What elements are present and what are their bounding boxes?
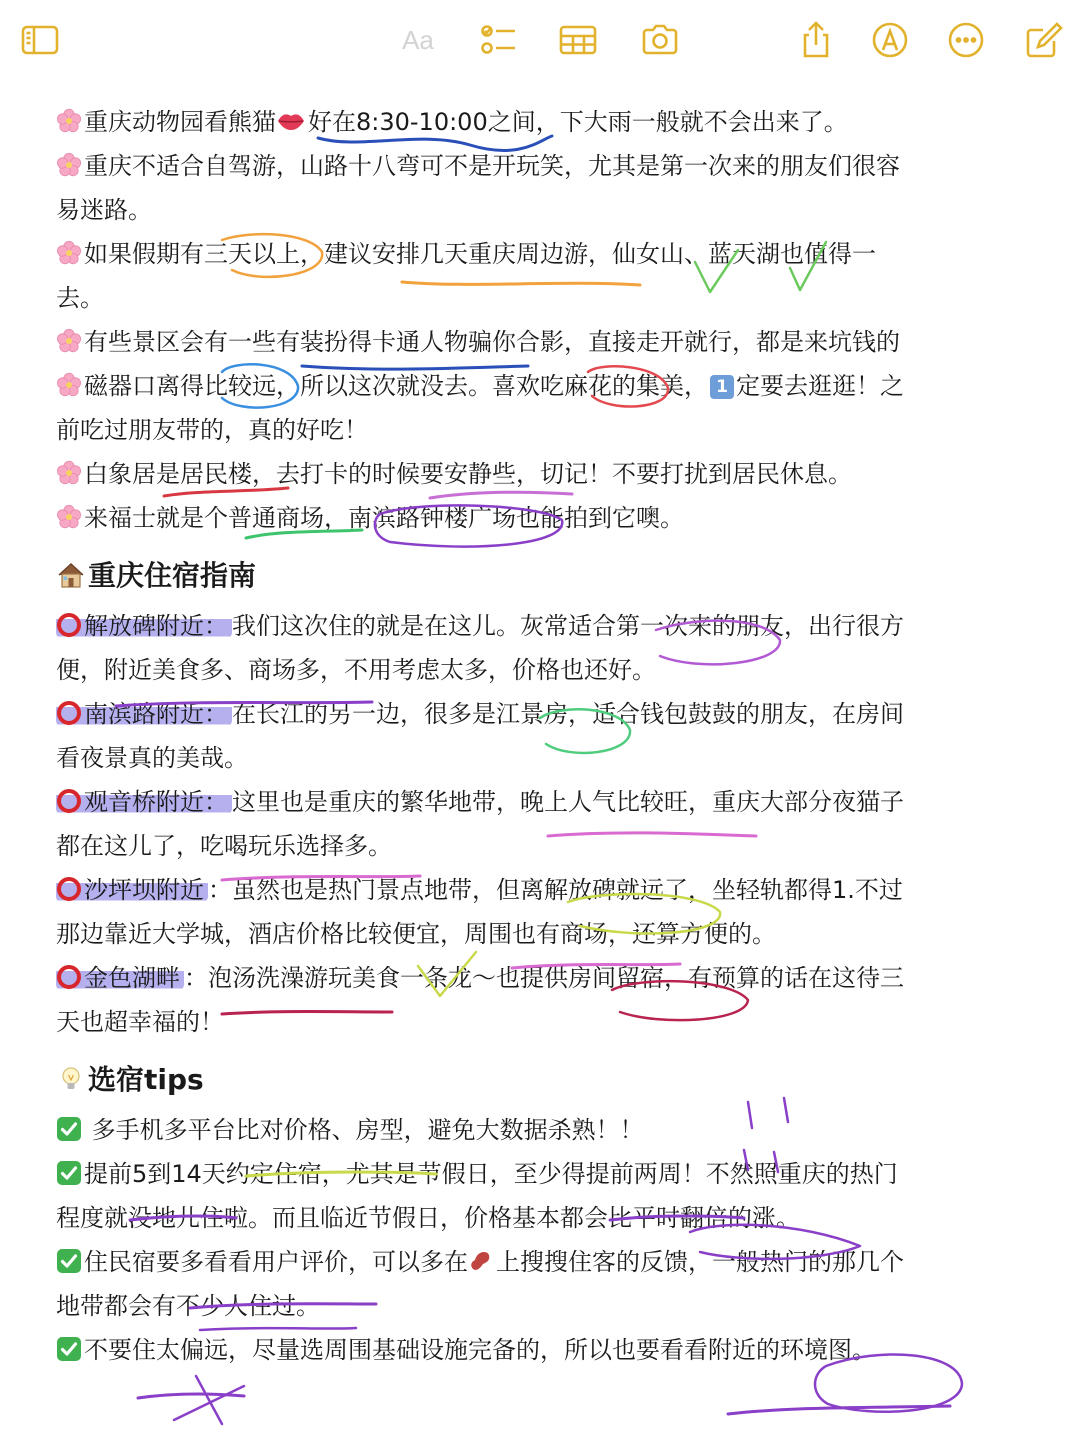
red-circle-icon bbox=[56, 876, 82, 902]
cherry-blossom-icon bbox=[56, 372, 82, 398]
cherry-blossom-icon bbox=[56, 152, 82, 178]
list-item: 来福士就是个普通商场，南滨路钟楼广场也能拍到它噢。 bbox=[56, 496, 1046, 540]
area-item-continued: 便，附近美食多、商场多，不用考虑太多，价格也还好。 bbox=[56, 656, 656, 684]
peanut-icon bbox=[468, 1248, 494, 1274]
list-item: 重庆不适合自驾游，山路十八弯可不是开玩笑，尤其是第一次来的朋友们很容 bbox=[56, 144, 1046, 188]
area-item: 解放碑附近： 我们这次住的就是在这儿。灰常适合第一次来的朋友，出行很方 bbox=[56, 604, 1046, 648]
list-item: 白象居是居民楼，去打卡的时候要安静些，切记！不要打扰到居民休息。 bbox=[56, 452, 1046, 496]
cherry-blossom-icon bbox=[56, 504, 82, 530]
check-icon bbox=[56, 1116, 82, 1142]
area-item: 金色湖畔 ：泡汤洗澡游玩美食一条龙～也提供房间留宿，有预算的话在这待三 bbox=[56, 956, 1046, 1000]
area-item: 南滨路附近： 在长江的另一边，很多是江景房，适合钱包鼓鼓的朋友，在房间 bbox=[56, 692, 1046, 736]
area-item: 沙坪坝附近 ：虽然也是热门景点地带，但离解放碑就远了，坐轻轨都得1.不过 bbox=[56, 868, 1046, 912]
tip-item-continued: 程度就没地儿住啦。而且临近节假日，价格基本都会比平时翻倍的涨。 bbox=[56, 1204, 800, 1232]
cherry-blossom-icon bbox=[56, 240, 82, 266]
area-item: 观音桥附近： 这里也是重庆的繁华地带，晚上人气比较旺，重庆大部分夜猫子 bbox=[56, 780, 1046, 824]
table-icon[interactable] bbox=[558, 20, 598, 60]
note-body[interactable] bbox=[56, 100, 1046, 1372]
list-item-continued: 易迷路。 bbox=[56, 196, 152, 224]
area-item-continued: 那边靠近大学城，酒店价格比较便宜，周围也有商场，还算方便的。 bbox=[56, 920, 776, 948]
lightbulb-icon bbox=[56, 1064, 86, 1094]
checklist-icon[interactable] bbox=[478, 20, 518, 60]
area-label-highlight: 金色湖畔 bbox=[56, 964, 184, 992]
red-circle-icon bbox=[56, 788, 82, 814]
format-button[interactable]: Aa bbox=[402, 25, 434, 55]
check-icon bbox=[56, 1248, 82, 1274]
list-item-continued: 去。 bbox=[56, 284, 104, 312]
notes-toolbar bbox=[0, 0, 1080, 80]
annotation-stroke bbox=[174, 1376, 244, 1424]
keycap-one-badge: 1 bbox=[710, 375, 734, 399]
share-icon[interactable] bbox=[796, 20, 836, 60]
area-item-continued: 天也超幸福的！ bbox=[56, 1008, 224, 1036]
cherry-blossom-icon bbox=[56, 460, 82, 486]
area-label-highlight: 沙坪坝附近 bbox=[56, 876, 208, 904]
house-icon bbox=[56, 560, 86, 590]
check-icon bbox=[56, 1160, 82, 1186]
list-item: 有些景区会有一些有装扮得卡通人物骗你合影，直接走开就行，都是来坑钱的 bbox=[56, 320, 1046, 364]
annotation-stroke bbox=[138, 1394, 244, 1398]
red-circle-icon bbox=[56, 700, 82, 726]
more-icon[interactable] bbox=[946, 20, 986, 60]
list-item: 重庆动物园看熊猫 好在8:30-10:00之间，下大雨一般就不会出来了。 bbox=[56, 100, 1046, 144]
area-label-highlight: 观音桥附近： bbox=[56, 788, 232, 816]
lips-icon bbox=[276, 108, 306, 134]
area-label-highlight: 解放碑附近： bbox=[56, 612, 232, 640]
section-heading-lodging: 重庆住宿指南 bbox=[56, 554, 1046, 598]
area-item-continued: 都在这儿了，吃喝玩乐选择多。 bbox=[56, 832, 392, 860]
red-circle-icon bbox=[56, 964, 82, 990]
tip-item: 不要住太偏远，尽量选周围基础设施完备的，所以也要看看附近的环境图。 bbox=[56, 1328, 1046, 1372]
area-item-continued: 看夜景真的美哉。 bbox=[56, 744, 248, 772]
tip-item: 多手机多平台比对价格、房型，避免大数据杀熟！！ bbox=[56, 1108, 1046, 1152]
list-item-continued: 前吃过朋友带的，真的好吃！ bbox=[56, 416, 368, 444]
tip-item: 提前5到14天约定住宿，尤其是节假日，至少得提前两周！不然照重庆的热门 bbox=[56, 1152, 1046, 1196]
check-icon bbox=[56, 1336, 82, 1362]
red-circle-icon bbox=[56, 612, 82, 638]
markup-icon[interactable] bbox=[870, 20, 910, 60]
section-heading-tips: 选宿tips bbox=[56, 1058, 1046, 1102]
cherry-blossom-icon bbox=[56, 108, 82, 134]
list-item: 如果假期有三天以上，建议安排几天重庆周边游，仙女山、蓝天湖也值得一 bbox=[56, 232, 1046, 276]
area-label-highlight: 南滨路附近： bbox=[56, 700, 232, 728]
tip-item-continued: 地带都会有不少人住过。 bbox=[56, 1292, 320, 1320]
compose-icon[interactable] bbox=[1024, 20, 1064, 60]
cherry-blossom-icon bbox=[56, 328, 82, 354]
list-item: 磁器口离得比较远，所以这次就没去。喜欢吃麻花的集美， 1 定要去逛逛！之 bbox=[56, 364, 1046, 408]
sidebar-icon[interactable] bbox=[20, 20, 60, 60]
annotation-stroke bbox=[728, 1406, 950, 1414]
tip-item: 住民宿要多看看用户评价，可以多在 上搜搜住客的反馈，一般热门的那几个 bbox=[56, 1240, 1046, 1284]
camera-icon[interactable] bbox=[640, 20, 680, 60]
